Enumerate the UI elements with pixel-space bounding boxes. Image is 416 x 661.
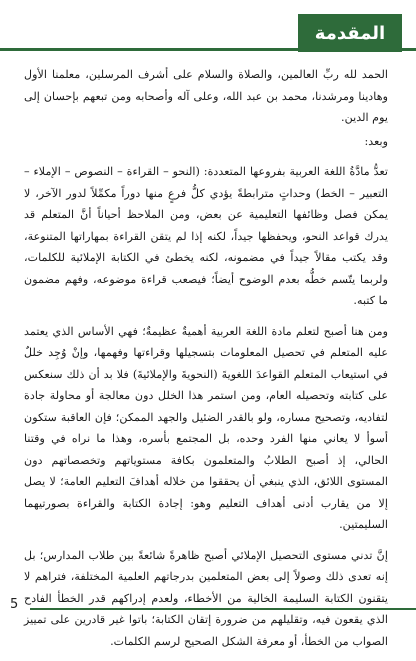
paragraph-spelling: إنَّ تدني مستوى التحصيل الإملائي أصبح ظاهرةً شائعةً بين طلاب المدارس؛ بل إنه تعدى ذلك وصولاً إلى بعض المتعلمين بدرجاتهم العلمية المختلفة، فتراهم لا يتقنون الكتابة السليمة الخالية من الأخطاء، ولعدم إدراكهم قدر الخطأ الفادح الذي يقعون فيه، وتقليلهم من ضرورة إتقان الكتابة؛ باتوا غير قادرين على تمييز الصواب من الخطأ، أو معرفة الشكل الصحيح لرسم الكلمات. [24,548,388,648]
section-title: المقدمة [314,22,386,44]
transition-line: وبعد: [364,134,388,148]
opening-paragraph: الحمد لله ربِّ العالمين، والصلاة والسلام على أشرف المرسلين، معلمنا الأول وهادينا ومرشدنا، محمد بن عبد الله، وعلى آله وأصحابه ومن تبعهم بإحسان إلى يوم الدين. [24,68,388,124]
paragraph-branches: تعدُّ مادَّةُ اللغة العربية بفروعها المتعددة: (النحو – القراءة – النصوص – الإملاء – التعبير – الخط) وحداتٍ مترابطةً يؤدي كلُّ فرعٍ منها دوراً مكمِّلاً لدور الآخر، لا يمكن فصل وظائفها التعليمية عن بعض، ومن الملاحظ أحياناً أنَّ المتعلم قد يدرك قواعد النحو، ويحفظها جيداً، لكنه إذا لم يتقن القراءة بمهاراتها المتنوعة، وقد يكتب مقالاً جيداً في مضمونه، لكنه يخطئ في الكتابة الإملائية للكلمات، ولربما يتّسم خطُّه بعدم الوضوح أيضاً؛ فيصعب قراءة موضوعه، وفهم مضمون ما كتبه. [24,165,388,307]
header-tab [298,14,402,52]
paragraph-importance: ومن هنا أصبح لتعلم مادة اللغة العربية أهميةٌ عظيمةٌ؛ فهي الأساس الذي يعتمد عليه المتعلم في تحصيل المعلومات بتسجيلها وقراءتها وفهمها، وإنْ وُجِد خللٌ في استيعاب المتعلم القواعدَ اللغويةَ (النحويةَ والإملائيةَ) فلا بد أن ذلك سنعكس على كتابته وتحصيله العام، ومن استمر هذا الخلل دون معالجة أو محاولة جادة لتفاديه، وتصحيح مساره، ولو بالقدر الضئيل والجهد الممكن؛ فإن العاقبة ستكون أسوأ لا يعاني منها الفرد وحده، بل المجتمع بأسره، وهذا ما نراه في وقتنا الحالي، إذ أصبح الطلابُ والمتعلمون بكافة مستوياتهم وتخصصاتهم دون المستوى اللائق، الذي ينبغي أن يحققوا من خلاله أهدافَ التعليم العامة؛ لا يصل إلا من يقارب أدنى أهداف التعليم وهو: إجادة الكتابة والقراءة بصورتيهما السليمتين. [24,324,388,531]
footer-rule [30,608,416,610]
body-text [24,64,388,661]
page-number: 5 [10,597,19,612]
